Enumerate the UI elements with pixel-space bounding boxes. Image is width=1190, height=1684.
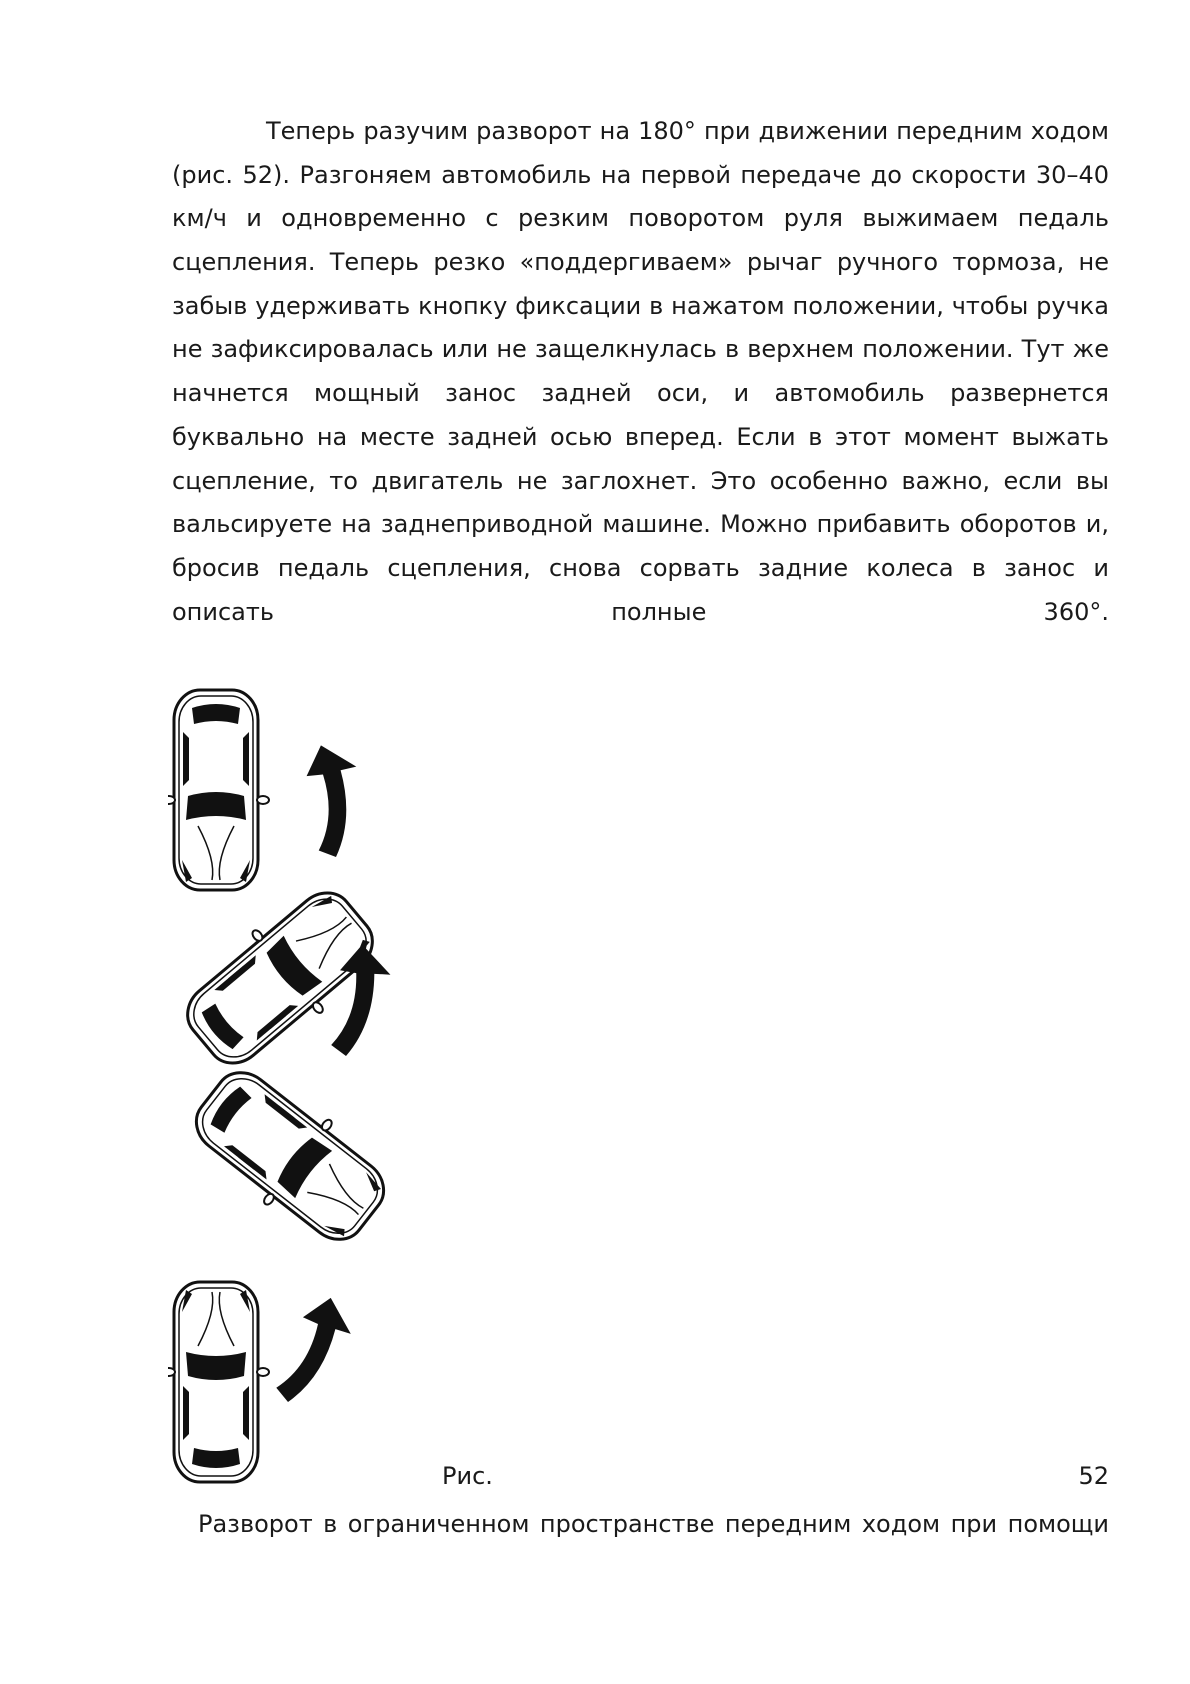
paragraph-line: бросив педаль сцепления, снова сорвать задние колеса в занос и [172,553,1109,582]
figure-label: Рис. [442,1462,493,1490]
turn-arrow-1 [274,1291,356,1410]
paragraph-line: начнется мощный занос задней оси, и автомобиль развернется [172,379,1109,408]
car-2 [179,1053,402,1260]
figure-caption-text: Разворот в ограниченном пространстве передним ходом при помощи [198,1510,1109,1538]
paragraph-line: сцепление, то двигатель не заглохнет. Это особенно важно, если вы [172,466,1109,495]
figure-number: 52 [1078,1462,1109,1490]
paragraph-line: Теперь разучим разворот на 180° при движении передним ходом [266,117,1109,145]
paragraph-line: сцепления. Теперь резко «поддергиваем» рычаг ручного тормоза, не [172,248,1109,277]
paragraph-line: вальсируете на заднеприводной машине. Можно прибавить оборотов и, [172,510,1109,539]
body-paragraph [172,110,1109,634]
car-turn-illustration [168,682,428,1492]
paragraph-line: (рис. 52). Разгоняем автомобиль на первой передаче до скорости 30–40 [172,160,1109,189]
paragraph-line: описать полные 360°. [172,597,1109,626]
paragraph-line: не зафиксировалась или не защелкнулась в верхнем положении. Тут же [172,335,1109,364]
paragraph-line: буквально на месте задней осью вперед. Если в этот момент выжать [172,422,1109,451]
car-4-top [168,690,269,890]
paragraph-line: км/ч и одновременно с резким поворотом руля выжимаем педаль [172,204,1109,233]
car-1-bottom [168,1282,269,1482]
turn-arrow-3 [285,737,383,862]
paragraph-line: забыв удерживать кнопку фиксации в нажатом положении, чтобы ручка [172,291,1109,320]
